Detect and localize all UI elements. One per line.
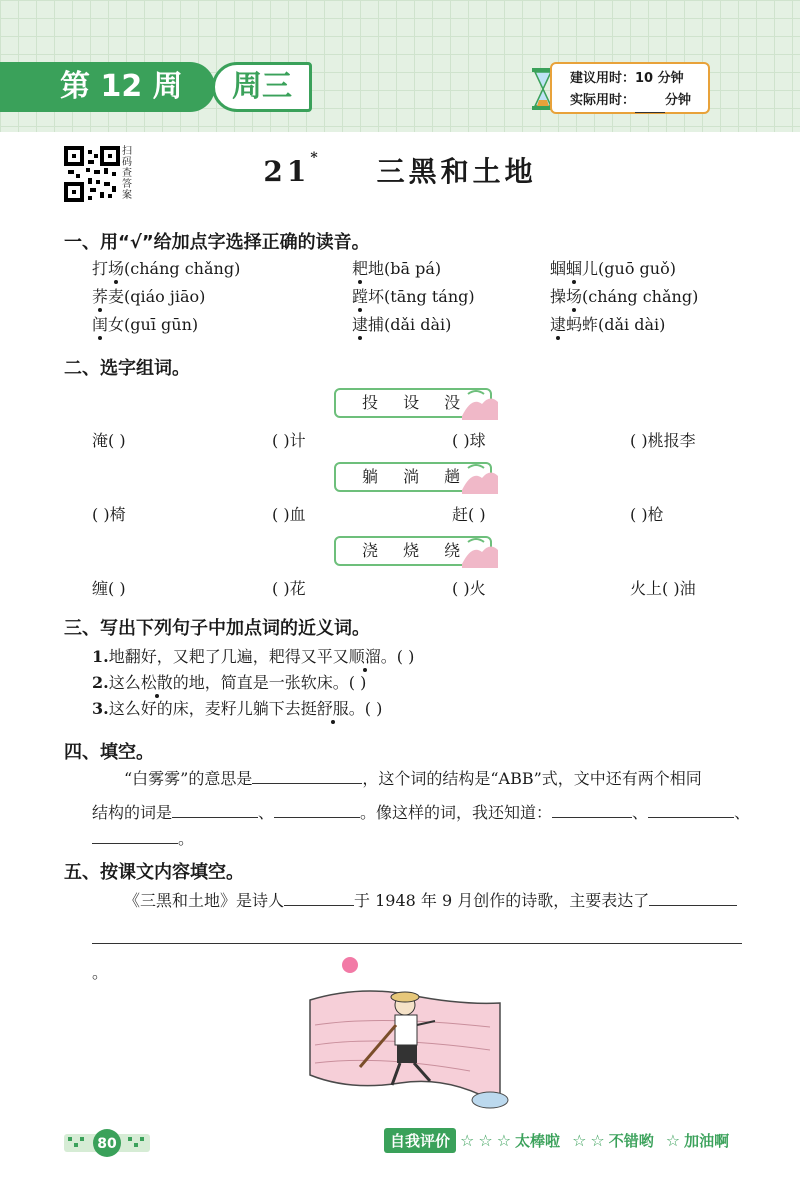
page-number: 80: [97, 1136, 117, 1152]
word-blank[interactable]: 缠( ): [92, 579, 126, 598]
farmer-illustration: [300, 955, 510, 1115]
day-label: 周三: [212, 62, 312, 112]
word-blank[interactable]: ( )花: [272, 579, 306, 598]
section-4-title: 四、填空。: [64, 742, 154, 763]
answer-blank[interactable]: [92, 926, 742, 944]
char-choice-box: [334, 462, 492, 492]
section-5-title: 五、按课文内容填空。: [64, 862, 244, 883]
answer-blank[interactable]: [284, 888, 354, 906]
page-number-badge: [64, 1128, 150, 1158]
eval-great: 太棒啦: [515, 1132, 561, 1150]
answer-blank[interactable]: [552, 800, 632, 818]
answer-blank[interactable]: [92, 826, 178, 844]
star-icon[interactable]: ☆: [572, 1131, 587, 1150]
star-icon[interactable]: ☆: [665, 1131, 681, 1150]
word-blank[interactable]: ( )球: [452, 431, 486, 450]
char-choices: 投 设 没: [362, 393, 471, 412]
pinyin-item: 闺女(guī gūn): [92, 315, 199, 334]
landscape-icon: [462, 386, 498, 420]
word-blank[interactable]: ( )椅: [92, 505, 126, 524]
actual-time: [570, 90, 708, 113]
fill-paragraph-4c: 。: [92, 822, 752, 856]
char-choices: 浇 烧 绕: [362, 541, 471, 560]
pinyin-item: 打场(cháng chǎng): [92, 259, 241, 278]
pinyin-item: 蹚坏(tāng táng): [352, 287, 475, 306]
section-2-title: 二、选字组词。: [64, 358, 190, 379]
word-blank[interactable]: ( )血: [272, 505, 306, 524]
self-evaluation: [384, 1128, 737, 1153]
word-blank[interactable]: 火上( )油: [630, 579, 696, 598]
lesson-number: 21: [263, 155, 311, 188]
sentence-2: 2.这么松散的地，简直是一张软床。( ): [92, 673, 367, 692]
fill-paragraph-4b: 结构的词是 、 。像这样的词，我还知道： 、 、: [92, 796, 752, 830]
suggested-time: 建议用时：10 分钟: [570, 71, 684, 86]
eval-keep-going: 加油啊: [684, 1132, 730, 1150]
answer-blank[interactable]: [649, 888, 737, 906]
word-blank[interactable]: ( )桃报李: [630, 431, 696, 450]
landscape-icon: [462, 534, 498, 568]
lesson-mark: *: [310, 150, 322, 166]
answer-blank[interactable]: [274, 800, 360, 818]
eval-good: 不错哟: [608, 1132, 654, 1150]
lesson-name: 三黑和土地: [376, 155, 537, 188]
word-blank[interactable]: 淹( ): [92, 431, 126, 450]
fill-paragraph-5b: 。: [92, 922, 752, 990]
word-blank[interactable]: ( )火: [452, 579, 486, 598]
char-choice-box: [334, 536, 492, 566]
landscape-icon: [462, 460, 498, 494]
answer-blank[interactable]: [172, 800, 258, 818]
star-icon[interactable]: ☆: [496, 1131, 512, 1150]
self-eval-label: 自我评价: [384, 1128, 456, 1153]
star-icon[interactable]: ☆: [460, 1131, 475, 1150]
pinyin-item: 逮蚂蚱(dǎi dài): [550, 315, 666, 334]
word-blank[interactable]: ( )枪: [630, 505, 664, 524]
char-choices: 躺 淌 趟: [362, 467, 471, 486]
answer-blank[interactable]: [252, 766, 362, 784]
actual-time-label: 实际用时：: [570, 93, 636, 108]
char-choice-box: [334, 388, 492, 418]
word-blank[interactable]: 赶( ): [452, 505, 486, 524]
star-icon[interactable]: ☆: [478, 1131, 493, 1150]
fill-paragraph-5: 《三黑和土地》是诗人 于 1948 年 9 月创作的诗歌，主要表达了: [92, 884, 752, 918]
answer-blank[interactable]: [648, 800, 734, 818]
actual-time-blank[interactable]: [635, 90, 665, 113]
pinyin-item: 逮捕(dǎi dài): [352, 315, 452, 334]
qr-label: 扫码查答案: [122, 146, 132, 201]
sentence-1: 1.地翻好，又耙了几遍，耙得又平又顺溜。( ): [92, 647, 415, 666]
pinyin-item: 蝈蝈儿(guō guǒ): [550, 259, 676, 278]
lesson-title: [0, 150, 800, 190]
pinyin-item: 耙地(bā pá): [352, 259, 442, 278]
actual-time-unit: 分钟: [665, 93, 692, 108]
star-icon[interactable]: ☆: [590, 1131, 605, 1150]
word-blank[interactable]: ( )计: [272, 431, 306, 450]
pinyin-item: 荞麦(qiáo jiāo): [92, 287, 206, 306]
section-3-title: 三、写出下列句子中加点词的近义词。: [64, 618, 370, 639]
timer-box: [550, 62, 710, 114]
week-label: 第 12 周: [0, 62, 215, 112]
pinyin-item: 操场(cháng chǎng): [550, 287, 699, 306]
section-1-title: 一、用“√”给加点字选择正确的读音。: [64, 232, 370, 253]
sentence-3: 3.这么好的床，麦籽儿躺下去挺舒服。( ): [92, 699, 383, 718]
fill-paragraph-4: “白雾雾”的意思是 ，这个词的结构是“ABB”式，文中还有两个相同: [92, 762, 752, 796]
